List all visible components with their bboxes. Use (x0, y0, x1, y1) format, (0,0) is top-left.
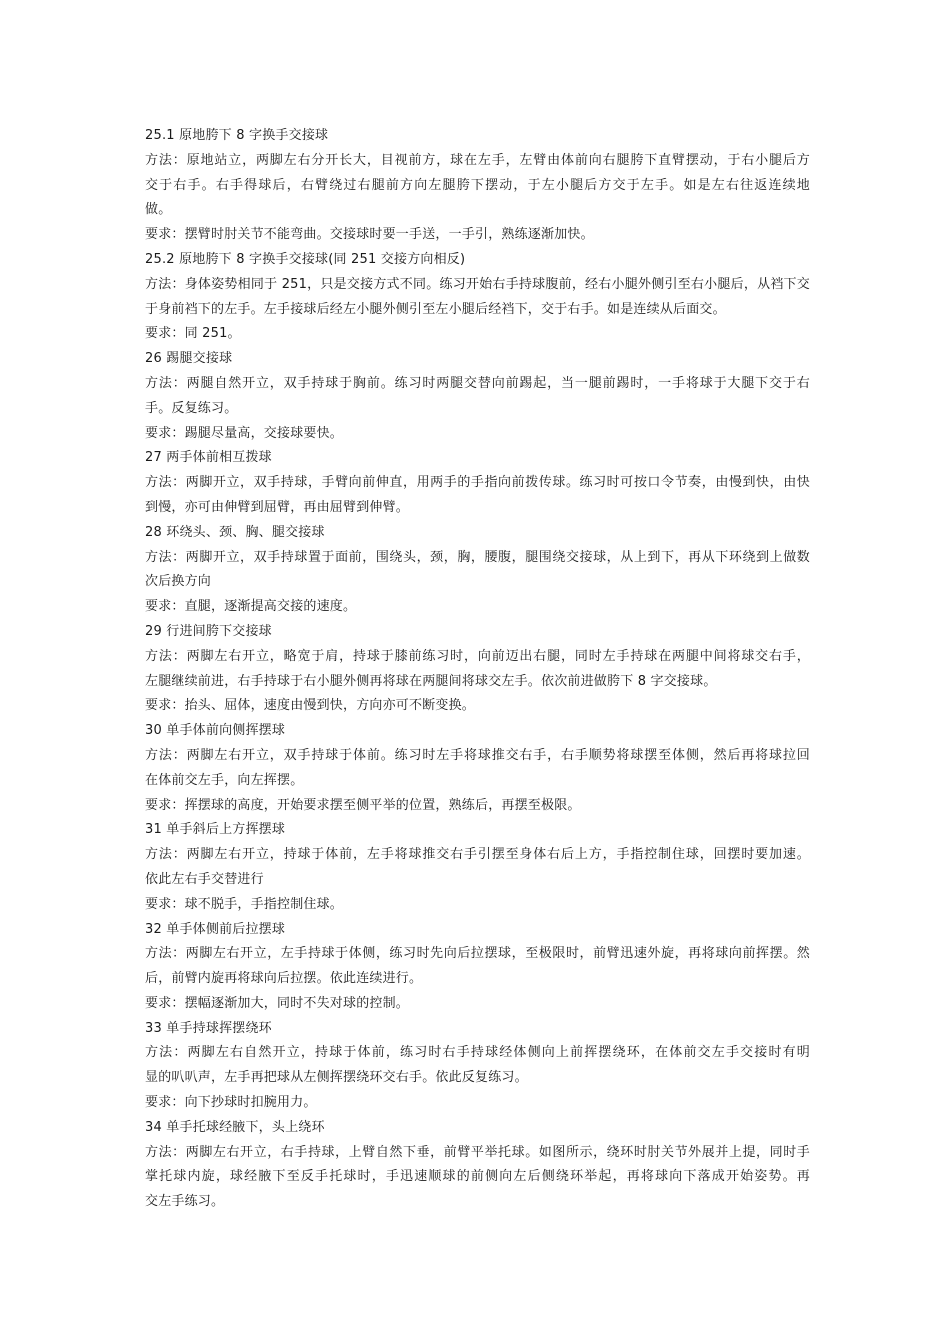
text-line: 28 环绕头、颈、胸、腿交接球 (145, 524, 325, 540)
text-line: 方法：两脚左右开立，右手持球，上臂自然下垂，前臂平举托球。如图所示，绕环时肘关节外展并上提，同时手 (145, 1144, 810, 1160)
text-line: 25.1 原地胯下 8 字换手交接球 (145, 128, 329, 143)
text-line: 次后换方向 (145, 574, 212, 590)
text-line: 25.2 原地胯下 8 字换手交接球(同 251 交接方向相反) (145, 251, 466, 267)
text-line: 27 两手体前相互拨球 (145, 450, 272, 466)
text-line: 方法：两腿自然开立，双手持球于胸前。练习时两腿交替向前踢起，当一腿前踢时，一手将球于大腿下交于右 (145, 375, 810, 391)
text-line: 方法：两脚左右开立，双手持球于体前。练习时左手将球推交右手，右手顺势将球摆至体侧，然后再将球拉回 (145, 747, 810, 763)
text-line: 要求：球不脱手，手指控制住球。 (145, 896, 344, 912)
text-line: 26 踢腿交接球 (145, 351, 233, 367)
text-line: 29 行进间胯下交接球 (145, 623, 272, 639)
text-line: 方法：两脚开立，双手持球，手臂向前伸直，用两手的手指向前拨传球。练习时可按口令节奏，由慢到快，由快 (145, 475, 810, 491)
text-line: 方法：两脚左右开立，左手持球于体侧，练习时先向后拉摆球，至极限时，前臂迅速外旋，再将球向前挥摆。然 (145, 946, 810, 962)
text-line: 要求：摆幅逐渐加大，同时不失对球的控制。 (145, 995, 410, 1011)
text-line: 要求：抬头、屈体，速度由慢到快，方向亦可不断变换。 (145, 698, 476, 714)
text-line: 要求：挥摆球的高度，开始要求摆至侧平举的位置，熟练后，再摆至极限。 (145, 797, 581, 813)
text-line: 要求：直腿，逐渐提高交接的速度。 (145, 599, 357, 615)
text-line: 34 单手托球经腋下，头上绕环 (145, 1119, 325, 1135)
text-line: 方法：两脚左右开立，持球于体前，左手将球推交右手引摆至身体右后上方，手指控制住球，回摆时要加速。 (145, 847, 810, 863)
text-line: 32 单手体侧前后拉摆球 (145, 921, 286, 937)
text-line: 30 单手体前向侧挥摆球 (145, 723, 286, 739)
text-line: 方法：两脚左右开立，略宽于肩，持球于膝前练习时，向前迈出右腿，同时左手持球在两腿中间将球交右手， (145, 648, 810, 664)
text-line: 要求：踢腿尽量高，交接球要快。 (145, 425, 344, 441)
text-line: 要求：同 251。 (145, 326, 241, 342)
text-line: 在体前交左手，向左挥摆。 (145, 772, 304, 788)
text-line: 方法：身体姿势相同于 251，只是交接方式不同。练习开始右手持球腹前，经右小腿外侧引至右小腿后，从裆下交 (145, 276, 810, 292)
text-line: 31 单手斜后上方挥摆球 (145, 822, 286, 838)
text-line: 交于右手。右手得球后，右臂绕过右腿前方向左腿胯下摆动，于左小腿后方交于左手。如是左右往返连续地 (145, 177, 810, 193)
text-line: 33 单手持球挥摆绕环 (145, 1020, 272, 1036)
document-body (145, 124, 810, 1215)
text-line: 后，前臂内旋再将球向后拉摆。依此连续进行。 (145, 971, 423, 987)
text-line: 左腿继续前进，右手持球于右小腿外侧再将球在两腿间将球交左手。依次前进做胯下 8 字交接球。 (145, 673, 717, 689)
text-line: 做。 (145, 202, 172, 218)
text-line: 显的叭叭声，左手再把球从左侧挥摆绕环交右手。依此反复练习。 (145, 1070, 528, 1086)
text-line: 方法：两脚开立，双手持球置于面前，围绕头，颈，胸，腰腹，腿围绕交接球，从上到下，再从下环绕到上做数 (145, 549, 810, 565)
text-line: 掌托球内旋，球经腋下至反手托球时，手迅速顺球的前侧向左后侧绕环举起，再将球向下落成开始姿势。再 (145, 1169, 810, 1185)
text-line: 依此左右手交替进行 (145, 871, 264, 887)
text-line: 到慢，亦可由伸臂到屈臂，再由屈臂到伸臂。 (145, 499, 410, 515)
text-line: 方法：两脚左右自然开立，持球于体前，练习时右手持球经体侧向上前挥摆绕环，在体前交左手交接时有明 (145, 1045, 810, 1061)
text-line: 交左手练习。 (145, 1194, 225, 1210)
text-line: 要求：向下抄球时扣腕用力。 (145, 1095, 317, 1111)
text-line: 手。反复练习。 (145, 400, 238, 416)
text-line: 于身前裆下的左手。左手接球后经左小腿外侧引至左小腿后经裆下，交于右手。如是连续从后面交。 (145, 301, 726, 317)
text-line: 方法：原地站立，两脚左右分开长大，目视前方，球在左手，左臂由体前向右腿胯下直臂摆动，于右小腿后方 (145, 152, 810, 168)
text-line: 要求：摆臂时肘关节不能弯曲。交接球时要一手送，一手引，熟练逐渐加快。 (145, 227, 594, 243)
